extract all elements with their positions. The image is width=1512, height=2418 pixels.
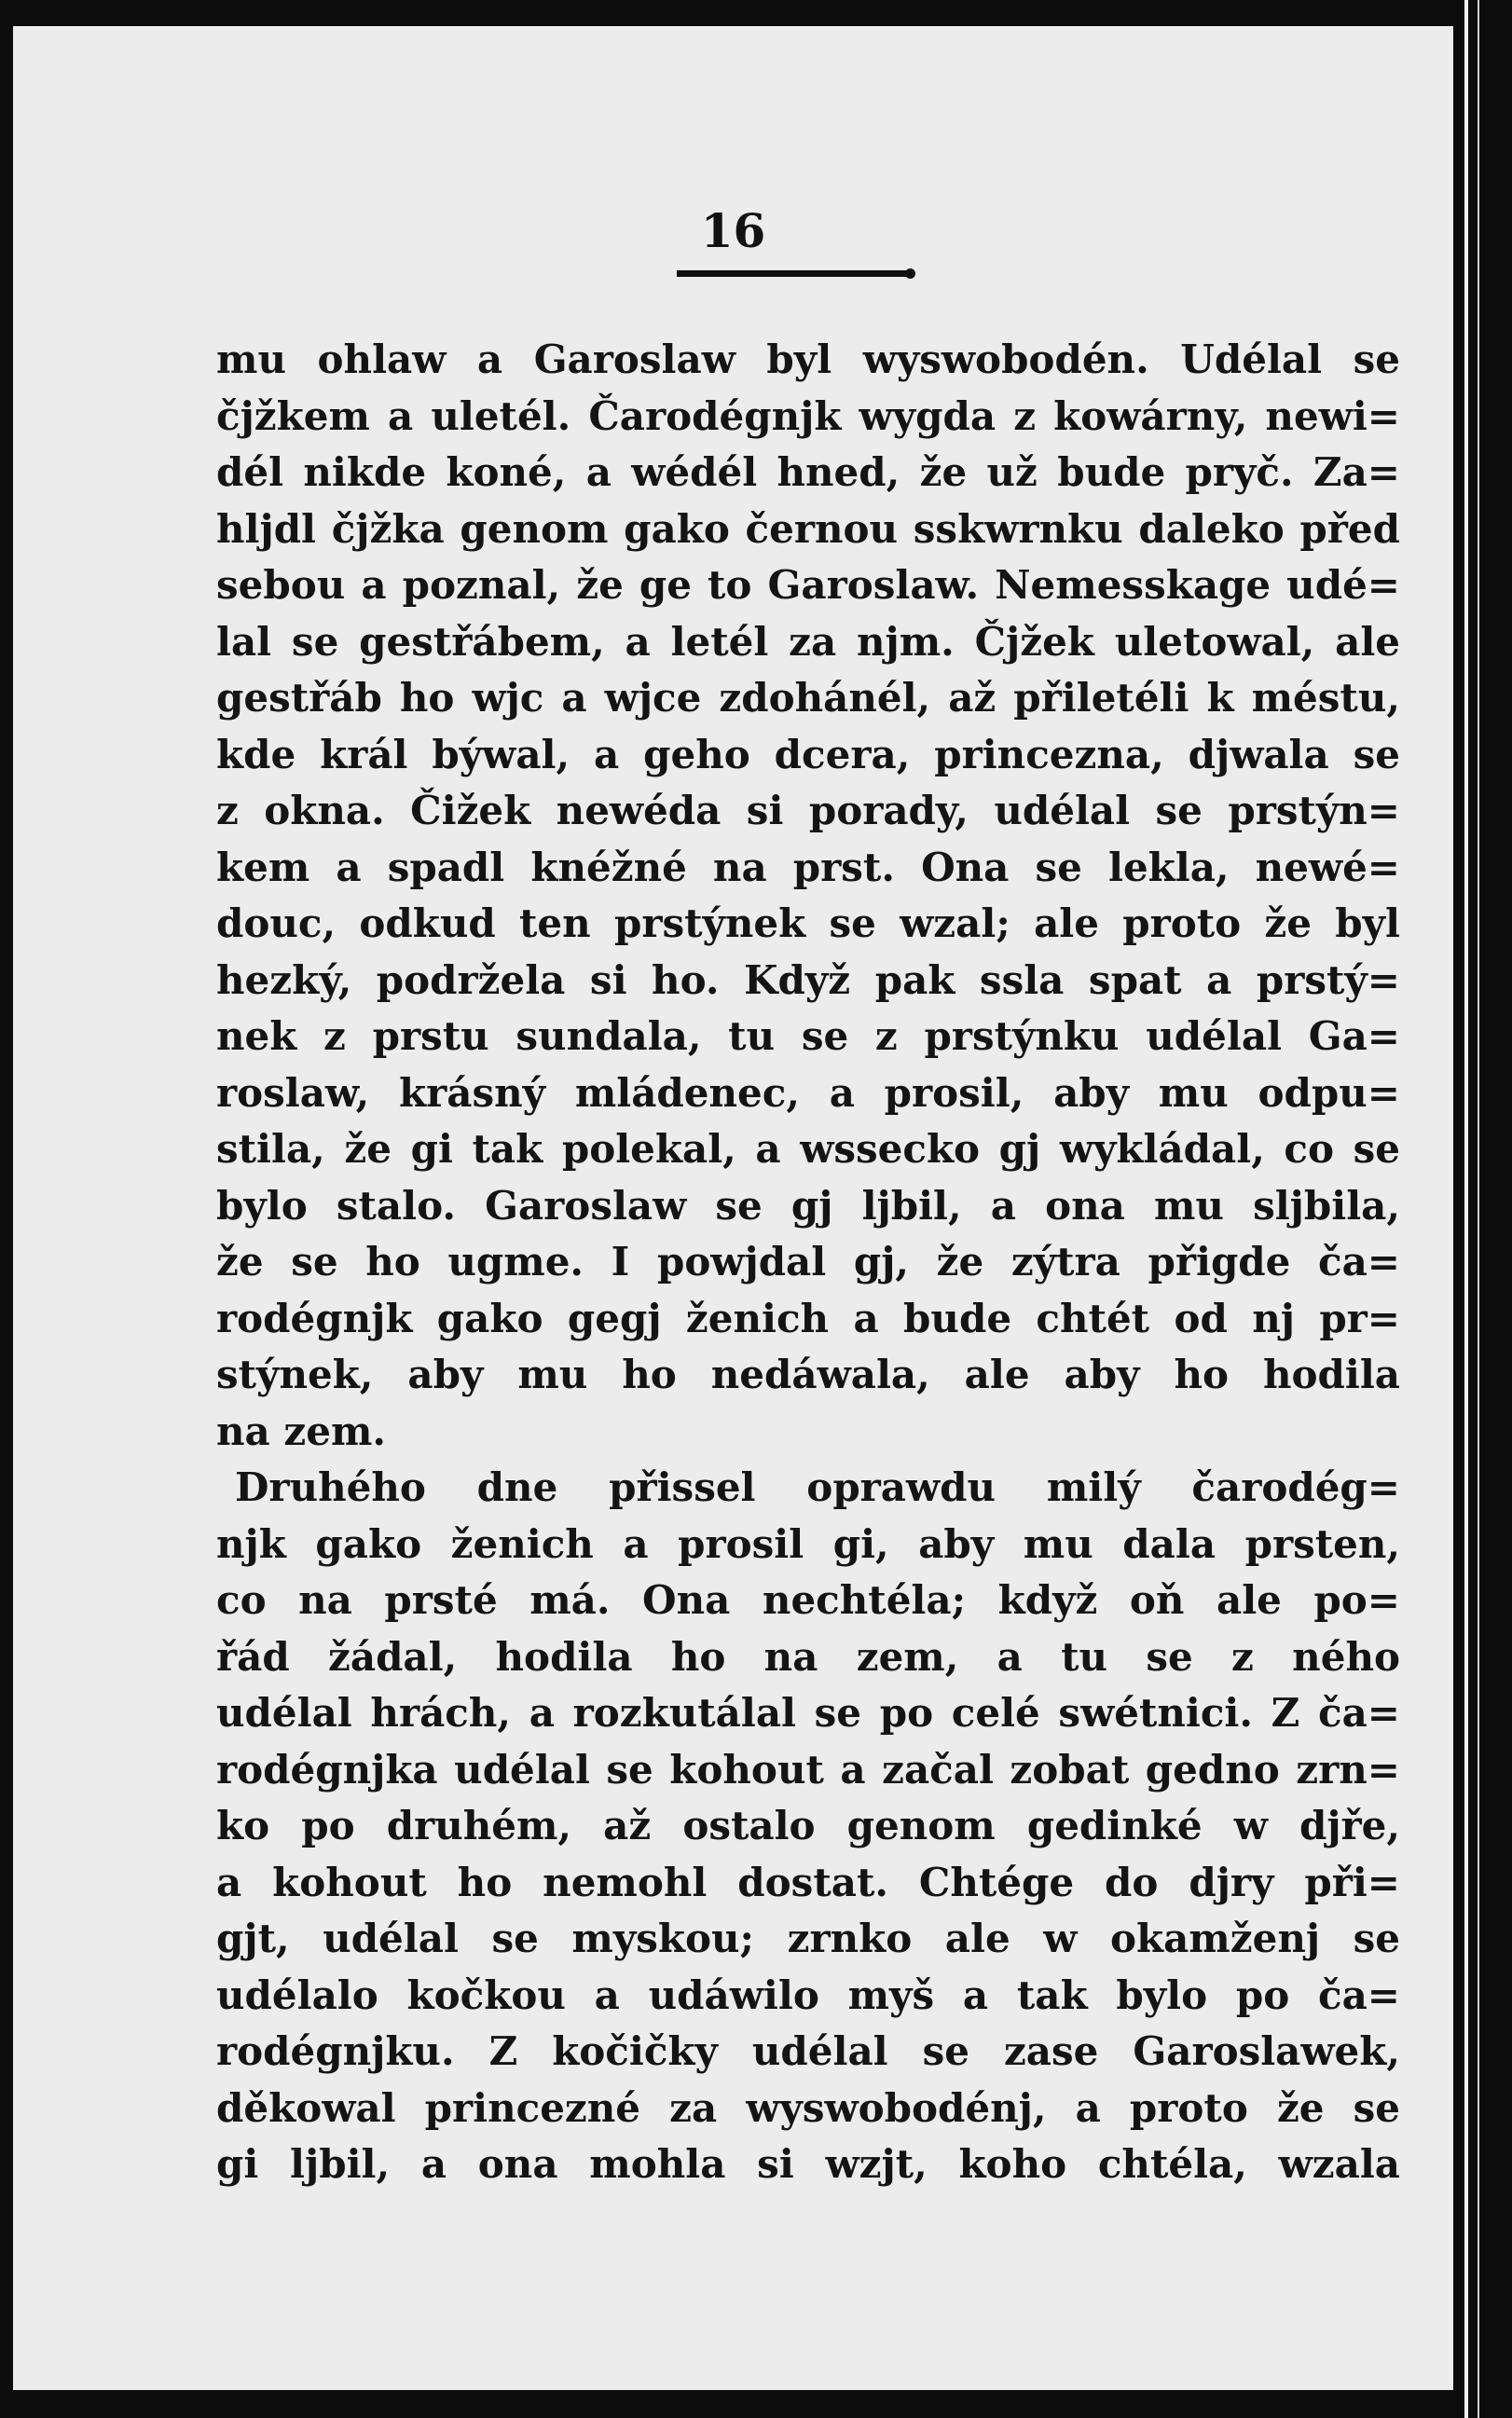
text-line: gjt, udélal se myskou; zrnko ale w okamženj se [216, 1916, 1400, 1961]
text-line: stila, že gi tak polekal, a wssecko gj wykládal, co se [216, 1126, 1400, 1172]
text-line: rodégnjku. Z kočičky udélal se zase Garoslawek, [216, 2028, 1400, 2074]
text-line: roslaw, krásný mládenec, a prosil, aby mu odpu= [216, 1069, 1400, 1116]
text-line: rodégnjka udélal se kohout a začal zobat gedno zrn= [216, 1746, 1400, 1793]
text-line: douc, odkud ten prstýnek se wzal; ale proto že byl [216, 900, 1400, 946]
text-line: gestřáb ho wjc a wjce zdohánél, až přiletéli k méstu, [216, 675, 1400, 721]
text-line: že se ho ugme. I powjdal gj, že zýtra přigde ča= [216, 1239, 1400, 1285]
text-line: hezký, podržela si ho. Když pak ssla spat a prstý= [216, 956, 1400, 1003]
text-line: hljdl čjžka genom gako černou sskwrnku daleko před [216, 505, 1400, 552]
text-line: ko po druhém, až ostalo genom gedinké w djře, [216, 1803, 1400, 1848]
text-line: udélal hrách, a rozkutálal se po celé swétnici. Z ča= [216, 1690, 1400, 1736]
text-line: děkowal princezné za wyswobodénj, a proto že se [216, 2084, 1400, 2131]
text-line: sebou a poznal, že ge to Garoslaw. Nemesskage udé= [216, 562, 1400, 608]
page-edge-line-inner [1478, 0, 1479, 2418]
text-line: bylo stalo. Garoslaw se gj ljbil, a ona mu sljbila, [216, 1182, 1400, 1229]
text-line: čjžkem a uletél. Čarodégnjk wygda z kowárny, newi= [216, 392, 1400, 439]
page-number: 16 [700, 203, 766, 258]
text-line: rodégnjk gako gegj ženich a bude chtét od nj pr= [216, 1295, 1400, 1341]
text-line: lal se gestřábem, a letél za njm. Čjžek uletowal, ale [216, 618, 1400, 665]
text-line: njk gako ženich a prosil gi, aby mu dala prsten, [216, 1520, 1400, 1567]
text-line: kem a spadl knéžné na prst. Ona se lekla, newé= [216, 844, 1400, 890]
text-line: mu ohlaw a Garoslaw byl wyswobodén. Udélal se [216, 337, 1400, 382]
text-line: nek z prstu sundala, tu se z prstýnku udélal Ga= [216, 1013, 1400, 1059]
text-line: z okna. Čižek newéda si porady, udélal se prstýn= [216, 788, 1400, 833]
paragraph-end-line: na zem. [216, 1408, 387, 1454]
text-line: stýnek, aby mu ho nedáwala, ale aby ho hodila [216, 1352, 1400, 1397]
body-text [216, 332, 1400, 2193]
text-line: a kohout ho nemohl dostat. Chtége do djry při= [216, 1859, 1400, 1905]
text-line: gi ljbil, a ona mohla si wzjt, koho chtéla, wzala [216, 2141, 1400, 2187]
page-number-rule [677, 270, 910, 277]
text-line: dél nikde koné, a wédél hned, že už bude pryč. Za= [216, 449, 1400, 495]
text-line: kde král býwal, a geho dcera, princezna, djwala se [216, 731, 1400, 777]
page-edge-line [1464, 0, 1468, 2418]
text-line: řád žádal, hodila ho na zem, a tu se z ného [216, 1633, 1400, 1680]
text-line: co na prsté má. Ona nechtéla; když oň ale po= [216, 1577, 1400, 1623]
text-line: udélalo kočkou a udáwilo myš a tak bylo po ča= [216, 1971, 1400, 2018]
book-page [13, 26, 1453, 2390]
text-line: Druhého dne přissel oprawdu milý čarodég= [235, 1464, 1400, 1510]
